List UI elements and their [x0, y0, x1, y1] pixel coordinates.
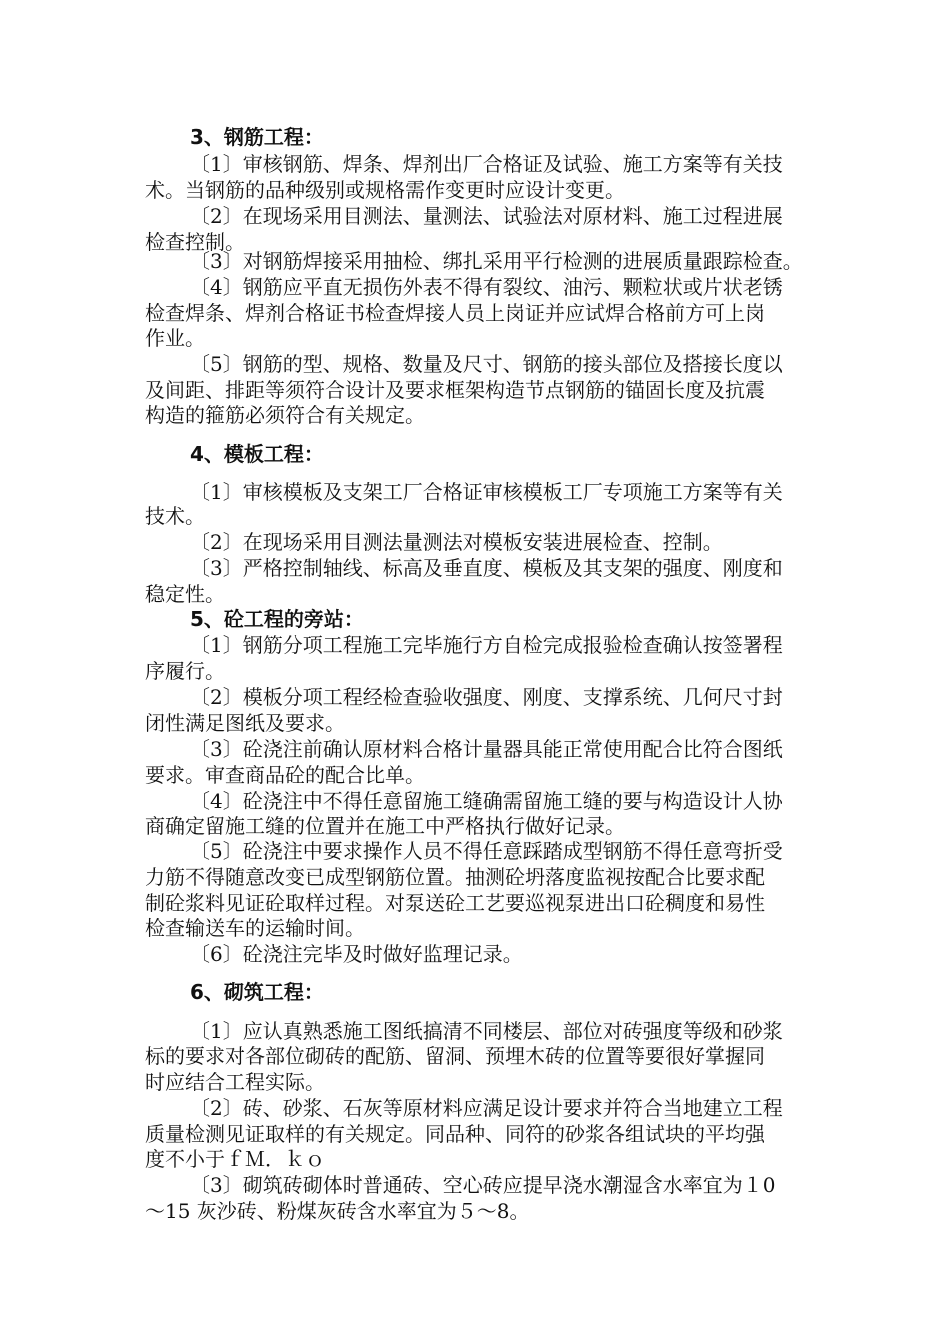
paragraph-line: 质量检测见证取样的有关规定。同品种、同符的砂浆各组试块的平均强 — [145, 1122, 765, 1146]
paragraph-line: 构造的箍筋必须符合有关规定。 — [145, 403, 425, 427]
paragraph-line: 〔3〕砼浇注前确认原材料合格计量器具能正常使用配合比符合图纸 — [190, 737, 783, 761]
paragraph-line: 要求。审查商品砼的配合比单。 — [145, 763, 425, 787]
paragraph-line: 标的要求对各部位砌砖的配筋、留洞、预埋木砖的位置等要很好掌握同 — [145, 1044, 765, 1068]
section-heading: 5、砼工程的旁站： — [190, 607, 364, 631]
paragraph-line: 〔2〕模板分项工程经检查验收强度、刚度、支撑系统、几何尺寸封 — [190, 685, 783, 709]
paragraph-line: 检查控制。 — [145, 230, 245, 254]
paragraph-line: 〔1〕审核模板及支架工厂合格证审核模板工厂专项施工方案等有关 — [190, 480, 783, 504]
paragraph-line: 〔1〕钢筋分项工程施工完毕施行方自检完成报验检查确认按签署程 — [190, 633, 783, 657]
paragraph-line: 〔3〕严格控制轴线、标高及垂直度、模板及其支架的强度、刚度和 — [190, 556, 783, 580]
section-heading: 6、砌筑工程： — [190, 980, 324, 1004]
paragraph-line: 技术。 — [145, 504, 205, 528]
paragraph-line: 〔4〕钢筋应平直无损伤外表不得有裂纹、油污、颗粒状或片状老锈 — [190, 275, 783, 299]
paragraph-line: 时应结合工程实际。 — [145, 1070, 325, 1094]
paragraph-line: 度不小于ｆＭ．ｋｏ — [145, 1147, 325, 1171]
paragraph-line: 检查输送车的运输时间。 — [145, 916, 365, 940]
paragraph-line: 〔6〕砼浇注完毕及时做好监理记录。 — [190, 942, 523, 966]
section-heading: 3、钢筋工程： — [190, 125, 324, 149]
paragraph-line: 力筋不得随意改变已成型钢筋位置。抽测砼坍落度监视按配合比要求配 — [145, 865, 765, 889]
paragraph-line: 检查焊条、焊剂合格证书检查焊接人员上岗证并应试焊合格前方可上岗 — [145, 301, 765, 325]
paragraph-line: 闭性满足图纸及要求。 — [145, 711, 345, 735]
paragraph-line: 〔3〕砌筑砖砌体时普通砖、空心砖应提早浇水潮湿含水率宜为１0 — [190, 1173, 776, 1197]
paragraph-line: 作业。 — [145, 326, 205, 350]
paragraph-line: 〔2〕在现场采用目测法量测法对模板安装进展检查、控制。 — [190, 530, 723, 554]
paragraph-line: 〔2〕在现场采用目测法、量测法、试验法对原材料、施工过程进展 — [190, 204, 783, 228]
paragraph-line: 商确定留施工缝的位置并在施工中严格执行做好记录。 — [145, 814, 625, 838]
paragraph-line: 及间距、排距等须符合设计及要求框架构造节点钢筋的锚固长度及抗震 — [145, 378, 765, 402]
paragraph-line: ～15 灰沙砖、粉煤灰砖含水率宜为５～8。 — [145, 1199, 530, 1223]
paragraph-line: 〔1〕应认真熟悉施工图纸搞清不同楼层、部位对砖强度等级和砂浆 — [190, 1019, 783, 1043]
paragraph-line: 〔5〕钢筋的型、规格、数量及尺寸、钢筋的接头部位及搭接长度以 — [190, 352, 783, 376]
section-heading: 4、模板工程： — [190, 442, 324, 466]
paragraph-line: 序履行。 — [145, 659, 225, 683]
paragraph-line: 稳定性。 — [145, 582, 225, 606]
paragraph-line: 〔5〕砼浇注中要求操作人员不得任意踩踏成型钢筋不得任意弯折受 — [190, 839, 783, 863]
paragraph-line: 〔4〕砼浇注中不得任意留施工缝确需留施工缝的要与构造设计人协 — [190, 789, 783, 813]
paragraph-line: 〔3〕对钢筋焊接采用抽检、绑扎采用平行检测的进展质量跟踪检查。 — [190, 249, 803, 273]
paragraph-line: 制砼浆料见证砼取样过程。对泵送砼工艺要巡视泵进出口砼稠度和易性 — [145, 891, 765, 915]
paragraph-line: 术。当钢筋的品种级别或规格需作变更时应设计变更。 — [145, 178, 625, 202]
paragraph-line: 〔1〕审核钢筋、焊条、焊剂出厂合格证及试验、施工方案等有关技 — [190, 152, 783, 176]
paragraph-line: 〔2〕砖、砂浆、石灰等原材料应满足设计要求并符合当地建立工程 — [190, 1096, 783, 1120]
